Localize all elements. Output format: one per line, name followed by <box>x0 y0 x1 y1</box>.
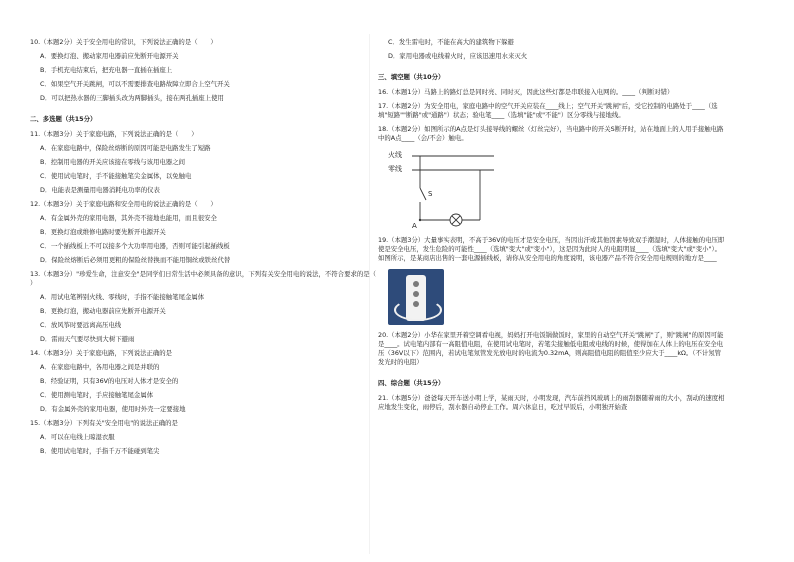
q13-option-b: B．更换灯泡，搬动电器前应先断开电源开关 <box>40 307 166 315</box>
question-16: 16.（本题1分）马路上的路灯总是同时亮、同时灭，因此这些灯都是串联接入电网的。____（判断对错） <box>378 88 674 96</box>
circuit-svg <box>388 148 498 230</box>
question-10: 10.（本题2分）关于安全用电的常识，下列说法正确的是（ ） <box>30 38 217 46</box>
q11-option-d: D．电能表是测量用电器消耗电功率的仪表 <box>40 186 160 194</box>
q14-option-c: C．使用测电笔时，手应接触笔尾金属体 <box>40 391 154 399</box>
question-19: 19.（本题3分）大量事实表明，不高于36V的电压才是安全电压，当因出汗或其他因素导致双手潮湿时，人体接触的电压即使是安全电压，发生危险的可能性____（选填"变大"或"变小"），这是因为此时人的电阻明显____（选填"变大"或"变小"）。如图所示，是某商店出售的一套电源插线板，请你从安全用电的角度说明，该电器产品不符合安全用电规则的地方是____ <box>378 236 725 262</box>
switch-blade <box>420 188 426 200</box>
q13-option-a: A．用试电笔辨别火线、零线时，手指不能接触笔尾金属体 <box>40 293 205 301</box>
question-21: 21.（本题5分）爸爸每天开车送小明上学，某雨天时，小明发现，汽车前挡风玻璃上的雨刮器随着雨的大小，刮动的速度相应地发生变化，雨停后，刮水器自动停止工作。周六休息日，吃过早饭后，小明独开始查 <box>378 394 725 411</box>
point-a-dot <box>419 219 421 221</box>
power-cable <box>394 299 442 321</box>
q10-option-b: B．手机充电结束后，把充电器一直插在插座上 <box>40 66 173 74</box>
question-12: 12.（本题3分）关于家庭电路和安全用电的说法正确的是（ ） <box>30 200 217 208</box>
q10-option-d: D．可以把热水器的三脚插头改为两脚插头，接在两孔插座上使用 <box>40 94 224 102</box>
label-live-wire: 火线 <box>388 151 402 159</box>
question-11: 11.（本题3分）关于家庭电路，下列说法正确的是（ ） <box>30 130 198 138</box>
label-point-a: A <box>412 222 417 230</box>
section-fill-in: 三、填空题（共10分） <box>378 73 445 81</box>
socket-1 <box>413 281 419 287</box>
q13-option-d: D．雷雨天气要尽快到大树下避雨 <box>40 335 135 343</box>
section-comprehensive: 四、综合题（共15分） <box>378 379 445 387</box>
q12-option-d: D．保险丝熔断后必须用更粗的保险丝替换而不能用铜丝或铁丝代替 <box>40 256 231 264</box>
question-15: 15.（本题3分）下列有关"安全用电"的说法正确的是 <box>30 419 178 427</box>
q15-option-b: B．使用试电笔时，手指千万不能碰到笔尖 <box>40 447 160 455</box>
q15-option-a: A．可以在电线上晾湿衣服 <box>40 433 115 441</box>
q15-option-d: D．家用电器或电线着火时，应该迅速用水来灭火 <box>388 52 528 60</box>
q12-option-b: B．更换灯泡或维修电路时要先断开电源开关 <box>40 228 166 236</box>
question-18: 18.（本题2分）如图所示的A点是灯头接导线的螺丝（灯丝完好），当电路中的开关S断开时，站在地面上的人用手接触电路中的A点____（会/不会）触电。 <box>378 125 724 142</box>
circuit-diagram <box>388 148 498 230</box>
q10-option-a: A．要换灯泡、搬动家用电器前应先断开电源开关 <box>40 52 179 60</box>
q11-option-a: A．在家庭电路中，保险丝熔断的原因可能是电路发生了短路 <box>40 144 211 152</box>
q15-option-c: C．发生雷电时，不能在高大的建筑物下躲避 <box>388 38 514 46</box>
q11-option-c: C．使用试电笔时，手不能接触笔尖金属体，以免触电 <box>40 172 192 180</box>
q14-option-b: B．经验证明，只有36V的电压对人体才是安全的 <box>40 377 179 385</box>
q14-option-a: A．在家庭电路中，各用电器之间是并联的 <box>40 363 160 371</box>
right-column <box>378 38 726 417</box>
q11-option-b: B．控制用电器的开关应该接在零线与该用电器之间 <box>40 158 185 166</box>
question-14: 14.（本题3分）关于家庭电路，下列说法正确的是 <box>30 349 173 357</box>
question-13: 13.（本题3分）"珍爱生命，注意安全"是同学们日常生活中必须具备的意识，下列有关安全用电的说法，不符合要求的是（ ） <box>30 270 377 287</box>
q14-option-d: D．有金属外壳的家用电器，使用时外壳一定要接地 <box>40 405 186 413</box>
question-20: 20.（本题2分）小华在家里开着空调看电视，妈妈打开电饭锅做饭时，家里的自动空气开关"跳闸"了，则"跳闸"的原因可能是____。试电笔内部有一高阻值电阻，在使用试电笔时，若笔尖接触低电阻或电线的时候，使得加在人体上的电压在安全电压（36V以下）范围内，若试电笔氖管发光放电时的电流为0.32mA，则高阻值电阻的阻值至少应大于____kΩ。（不计氖管发光时的电阻） <box>378 331 724 366</box>
label-switch-s: S <box>428 190 433 198</box>
question-17: 17.（本题2分）为安全用电，家庭电路中的空气开关应装在____线上；空气开关"跳闸"后，受它控制的电路处于____（选填"短路""断路"或"通路"）状态；验电笔____（选填"能"或"不能"）区分零线与接地线。 <box>378 102 718 119</box>
left-column <box>30 38 378 461</box>
q12-option-c: C．一个插线板上不可以接多个大功率用电器，否则可能引起插线板 <box>40 242 230 250</box>
q13-option-c: C．放风筝时要远离高压电线 <box>40 321 122 329</box>
q12-option-a: A．有金属外壳的家用电器，其外壳不接地也能用，而且很安全 <box>40 214 217 222</box>
socket-2 <box>413 291 419 297</box>
label-neutral-wire: 零线 <box>388 165 402 173</box>
power-strip-photo <box>388 269 444 325</box>
q10-option-c: C．如果空气开关跳闸，可以不需要排查电路故障立即合上空气开关 <box>40 80 230 88</box>
section-multiple-choice: 二、多选题（共15分） <box>30 115 97 123</box>
